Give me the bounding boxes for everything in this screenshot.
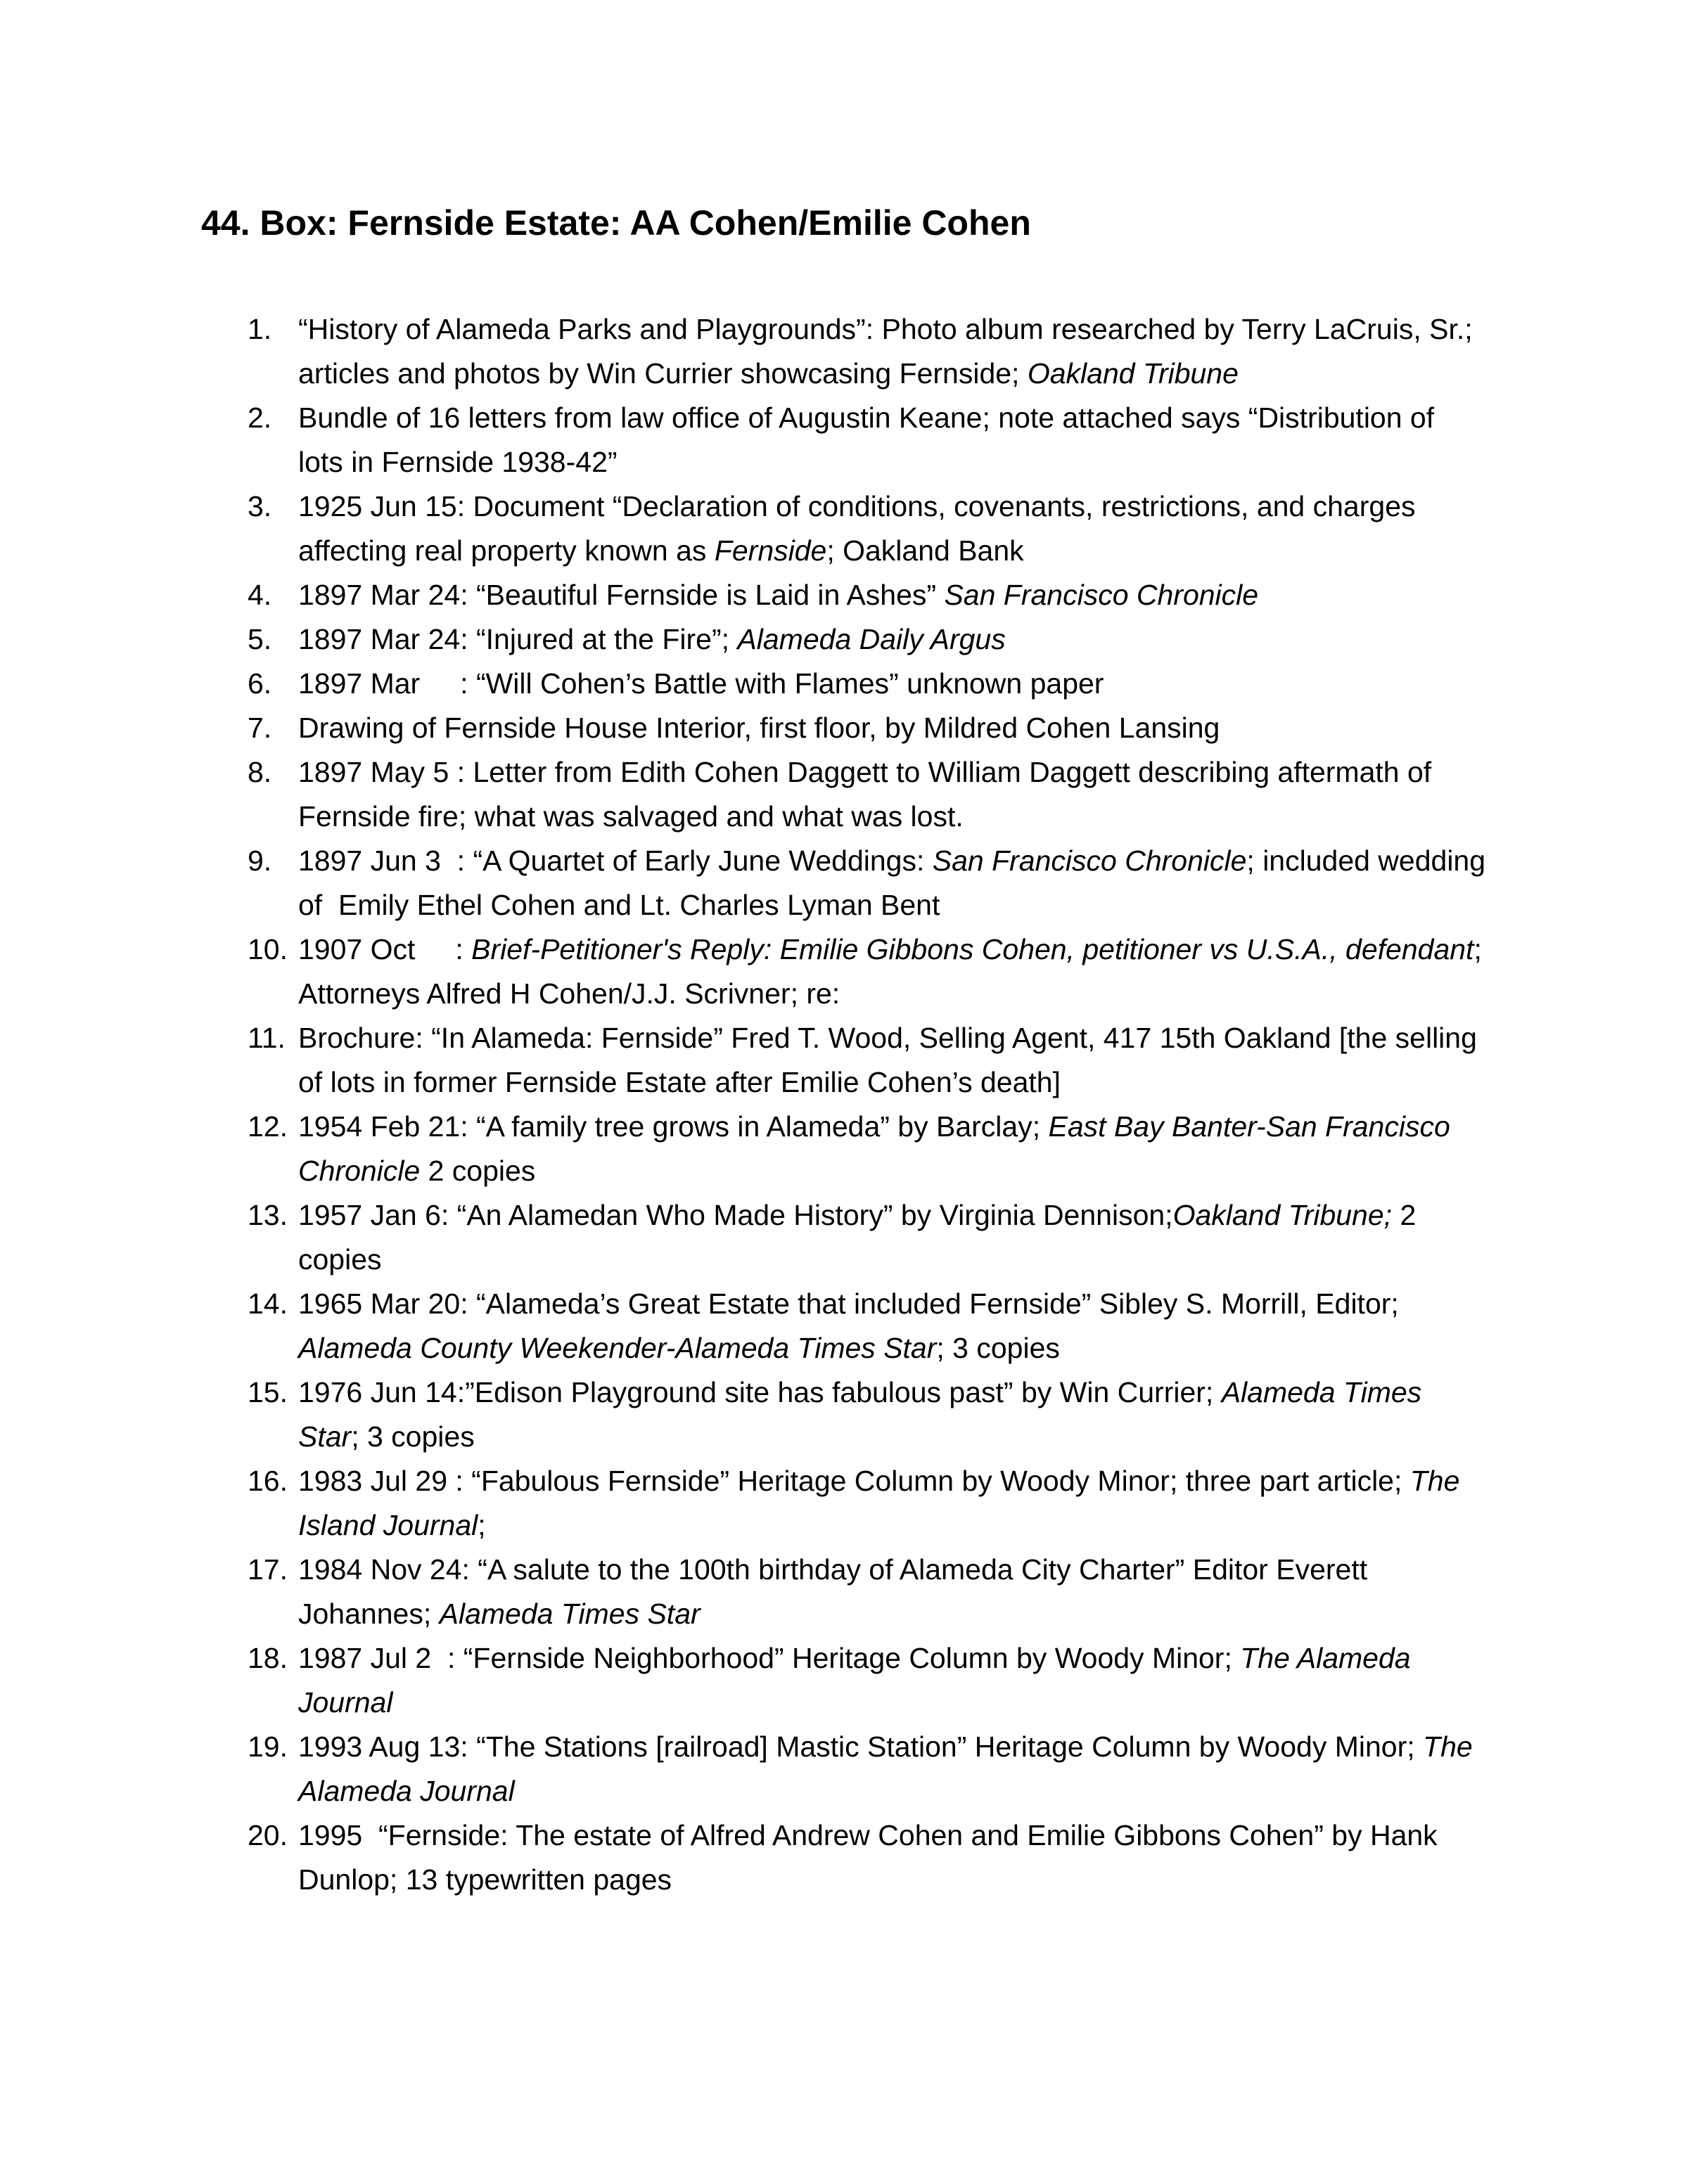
item-number: 16. bbox=[248, 1465, 288, 1497]
item-text: 1897 May 5 : Letter from Edith Cohen Daggett to William Daggett describing aftermath of Fernside fire; what was salvaged and what was lost. bbox=[298, 756, 1440, 833]
item-text: 1907 Oct : Brief-Petitioner's Reply: Emilie Gibbons Cohen, petitioner vs U.S.A., defendant; Attorneys Alfred H Cohen/J.J. Scrivner; re: bbox=[298, 933, 1488, 1010]
list-item bbox=[248, 1282, 1487, 1370]
item-text: 1897 Mar 24: “Beautiful Fernside is Laid in Ashes” San Francisco Chronicle bbox=[298, 579, 1259, 611]
list-item bbox=[248, 1370, 1487, 1459]
item-number: 9. bbox=[248, 844, 272, 877]
item-text: 1995 “Fernside: The estate of Alfred Andrew Cohen and Emilie Gibbons Cohen” by Hank Dunlop; 13 typewritten pages bbox=[298, 1819, 1446, 1896]
item-number: 11. bbox=[248, 1022, 286, 1054]
list-item bbox=[248, 1548, 1487, 1636]
item-text: 1897 Mar : “Will Cohen’s Battle with Flames” unknown paper bbox=[298, 667, 1104, 700]
list-item bbox=[248, 617, 1487, 662]
list-item bbox=[248, 573, 1487, 617]
list-item bbox=[248, 1813, 1487, 1902]
item-number: 10. bbox=[248, 933, 288, 965]
list-item bbox=[248, 706, 1487, 750]
item-text: 1965 Mar 20: “Alameda’s Great Estate that included Fernside” Sibley S. Morrill, Editor; Alameda County Weekender-Alameda Times Star; 3 copies bbox=[298, 1287, 1407, 1364]
item-number: 12. bbox=[248, 1110, 288, 1143]
page-title: 44. Box: Fernside Estate: AA Cohen/Emilie Cohen bbox=[201, 203, 1031, 243]
item-number: 2. bbox=[248, 402, 272, 434]
list-item bbox=[248, 1193, 1487, 1282]
item-text: 1993 Aug 13: “The Stations [railroad] Mastic Station” Heritage Column by Woody Minor; The Alameda Journal bbox=[298, 1730, 1480, 1807]
item-text: 1957 Jan 6: “An Alamedan Who Made History” by Virginia Dennison;Oakland Tribune; 2 copies bbox=[298, 1199, 1424, 1276]
item-text: “History of Alameda Parks and Playgrounds”: Photo album researched by Terry LaCruis, Sr.; articles and photos by Win Currier showcasing Fernside; Oakland Tribune bbox=[298, 313, 1481, 390]
item-text: 1984 Nov 24: “A salute to the 100th birthday of Alameda City Charter” Editor Everett Johannes; Alameda Times Star bbox=[298, 1553, 1376, 1630]
item-number: 4. bbox=[248, 579, 272, 611]
list-item bbox=[248, 927, 1487, 1016]
item-text: Drawing of Fernside House Interior, first floor, by Mildred Cohen Lansing bbox=[298, 712, 1220, 744]
item-number: 18. bbox=[248, 1642, 288, 1674]
item-number: 7. bbox=[248, 712, 272, 744]
item-number: 19. bbox=[248, 1730, 288, 1763]
list-item bbox=[248, 307, 1487, 396]
item-list bbox=[248, 307, 1494, 1902]
list-item bbox=[248, 1636, 1487, 1725]
item-number: 8. bbox=[248, 756, 272, 788]
list-item bbox=[248, 484, 1487, 573]
item-number: 15. bbox=[248, 1376, 288, 1408]
list-item bbox=[248, 839, 1494, 927]
item-text: 1925 Jun 15: Document “Declaration of conditions, covenants, restrictions, and charges affecting real property known as Fernside; Oakland Bank bbox=[298, 490, 1424, 567]
item-text: 1954 Feb 21: “A family tree grows in Alameda” by Barclay; East Bay Banter-San Francisco Chronicle 2 copies bbox=[298, 1110, 1459, 1187]
item-number: 5. bbox=[248, 623, 272, 655]
item-text: 1897 Mar 24: “Injured at the Fire”; Alameda Daily Argus bbox=[298, 623, 1006, 655]
item-number: 14. bbox=[248, 1287, 288, 1320]
item-text: 1983 Jul 29 : “Fabulous Fernside” Heritage Column by Woody Minor; three part article; The Island Journal; bbox=[298, 1465, 1468, 1541]
list-item bbox=[248, 662, 1487, 706]
list-item bbox=[248, 1016, 1487, 1105]
item-number: 20. bbox=[248, 1819, 288, 1851]
item-number: 17. bbox=[248, 1553, 288, 1586]
item-number: 3. bbox=[248, 490, 272, 522]
list-item bbox=[248, 1725, 1487, 1813]
item-text: 1976 Jun 14:”Edison Playground site has fabulous past” by Win Currier; Alameda Times Star; 3 copies bbox=[298, 1376, 1430, 1453]
list-item bbox=[248, 750, 1487, 839]
item-number: 6. bbox=[248, 667, 272, 700]
item-text: 1987 Jul 2 : “Fernside Neighborhood” Heritage Column by Woody Minor; The Alameda Journal bbox=[298, 1642, 1419, 1719]
list-item bbox=[248, 396, 1487, 484]
list-item bbox=[248, 1459, 1487, 1548]
item-text: 1897 Jun 3 : “A Quartet of Early June Weddings: San Francisco Chronicle; included wedding of Emily Ethel Cohen and Lt. Charles Lyman Bent bbox=[298, 844, 1494, 921]
item-number: 13. bbox=[248, 1199, 288, 1231]
item-text: Brochure: “In Alameda: Fernside” Fred T. Wood, Selling Agent, 417 15th Oakland [the selling of lots in former Fernside Estate after Emilie Cohen’s death] bbox=[298, 1022, 1485, 1098]
item-text: Bundle of 16 letters from law office of Augustin Keane; note attached says “Distribution of lots in Fernside 1938-42” bbox=[298, 402, 1443, 478]
item-number: 1. bbox=[248, 313, 272, 345]
list-item bbox=[248, 1105, 1487, 1193]
